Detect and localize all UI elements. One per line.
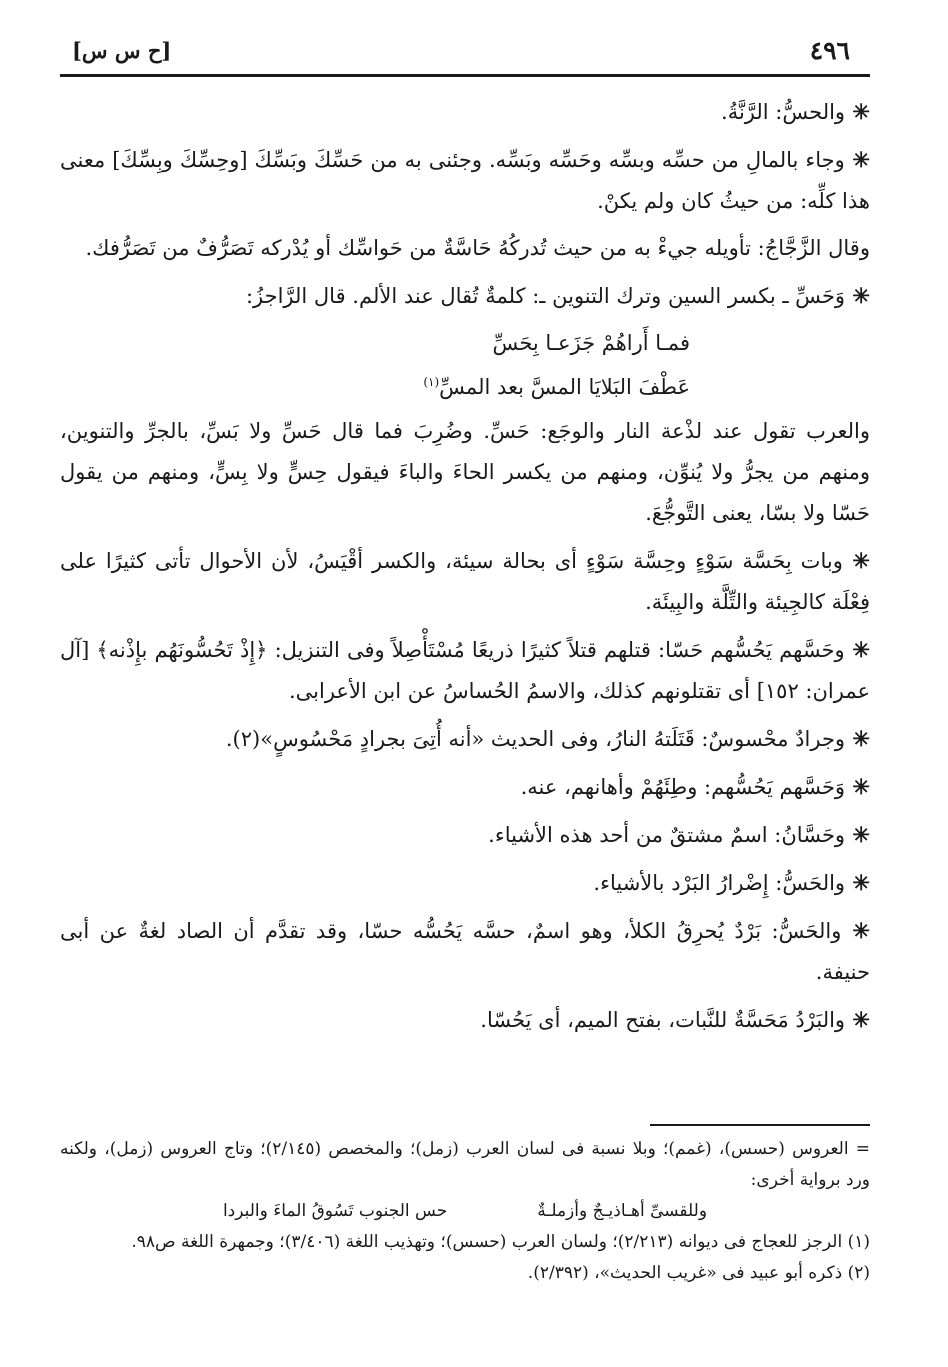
entry-paragraph: ✳ وجرادٌ محْسوسٌ: قَتَلَتهُ النارُ، وفى الحديث «أنه أُتِىَ بجرادٍ مَحْسُوسٍ»(٢).	[60, 718, 870, 760]
entry-paragraph: ✳ والحسُّ: الرَّنَّةُ.	[60, 91, 870, 133]
text-paragraph: وقال الزَّجَّاجُ: تأويله جيءْ به من حيث تُدركُهُ حَاسَّةٌ من حَواسِّك أو يُدْركه تَصَرُّفٌ من تَصَرُّفك.	[85, 236, 870, 260]
footnote-verse	[60, 1196, 870, 1227]
entry-paragraph: ✳ وَحَسِّ ـ بكسر السين وترك التنوين ـ: كلمةٌ تُقال عند الألم. قال الرَّاجزُ:	[60, 275, 870, 317]
verse-text: عَطْفَ البَلايَا المسَّ بعد المسِّ	[439, 375, 690, 399]
entry-paragraph: ✳ والحَسُّ: بَرْدٌ يُحرِقُ الكلأ، وهو اسمٌ، حسَّه يَحُسُّه حسّا، وقد تقدَّم أن الصاد لغةٌ عن أبى حنيفة.	[60, 910, 870, 993]
running-head: [ح س س]	[72, 38, 172, 63]
footnote-marker: (١)	[423, 375, 440, 389]
footnote-divider	[650, 1124, 870, 1126]
footnote-verse-first-half: وللقسىِّ أهـاذيـجٌ وأزملـةٌ	[537, 1201, 708, 1221]
page-header	[60, 30, 870, 77]
entry-paragraph: ✳ والبَرْدُ مَحَسَّةٌ للنَّبات، بفتح الميم، أى يَحُسّا.	[60, 999, 870, 1041]
entry-paragraph: ✳ وبات بِحَسَّة سَوْءٍ وحِسَّة سَوْءٍ أى بحالة سيئة، والكسر أقْيَسُ، لأن الأحوال تأتى كثيرًا على فِعْلَة كالجِيئة والتِّلَّة والبِيئَة.	[60, 540, 870, 623]
footnote-2: (٢) ذكره أبو عبيد فى «غريب الحديث»، (٢/٣٩٢).	[527, 1263, 870, 1283]
entry-paragraph: ✳ وَحَسَّهم يَحُسُّهم: وطِئَهُمْ وأهانهم، عنه.	[60, 766, 870, 808]
footnote-continuation: = العروس (حسس)، (غمم)؛ وبلا نسبة فى لسان العرب (زمل)؛ والمخصص (٢/١٤٥)؛ وتاج العروس (زمل)، ولكنه ورد برواية أخرى:	[60, 1139, 870, 1190]
book-page	[60, 30, 870, 1330]
page-number: ٤٩٦	[809, 36, 850, 65]
entry-paragraph: ✳ وحَسَّهم يَحُسُّهم حَسّا: قتلهم قتلاً كثيرًا ذريعًا مُسْتَأْصِلاً وفى التنزيل: ﴿إِذْ تَحُسُّونَهُم بإِذْنه﴾ [آل عمران: ١٥٢] أى تقتلونهم كذلك، والاسمُ الحُساسُ عن ابن الأعرابى.	[60, 629, 870, 712]
entry-paragraph: ✳ وحَسَّانُ: اسمٌ مشتقٌ من أحد هذه الأشياء.	[60, 814, 870, 856]
footnote-1: (١) الرجز للعجاج فى ديوانه (٢/٢١٣)؛ ولسان العرب (حسس)؛ وتهذيب اللغة (٣/٤٠٦)؛ وجمهرة اللغة ص٩٨.	[131, 1232, 870, 1252]
entry-paragraph: ✳ والحَسُّ: إِضْرارُ البَرْد بالأشياء.	[60, 862, 870, 904]
entry-paragraph: ✳ وجاء بالمالِ من حسِّه وبسِّه وحَسِّه وبَسِّه. وجئنى به من حَسِّكَ وبَسِّكَ [وحِسِّكَ وبِسِّكَ] معنى هذا كلِّه: من حيثُ كان ولم يكنْ.	[60, 139, 870, 222]
verse-line	[60, 367, 870, 407]
footnote-verse-second-half: حس الجنوب تَسُوقُ الماءَ والبردا	[222, 1201, 448, 1221]
text-paragraph: والعرب تقول عند لذْعة النار والوجَع: حَسِّ. وضُرِبَ فما قال حَسِّ ولا بَسِّ، بالجرِّ والتنوين، ومنهم من يجرُّ ولا يُنوِّن، ومنهم من يكسر الحاءَ والباءَ فيقول حِسٍّ ولا بِسٍّ، ومنهم من يقول حَسّا ولا بسّا، يعنى التَّوجُّعَ.	[60, 419, 870, 525]
main-text	[60, 91, 870, 1041]
footnotes	[60, 1124, 870, 1289]
verse-line: فمـا أَراهُمْ جَزَعـا بِحَسِّ	[492, 331, 690, 355]
